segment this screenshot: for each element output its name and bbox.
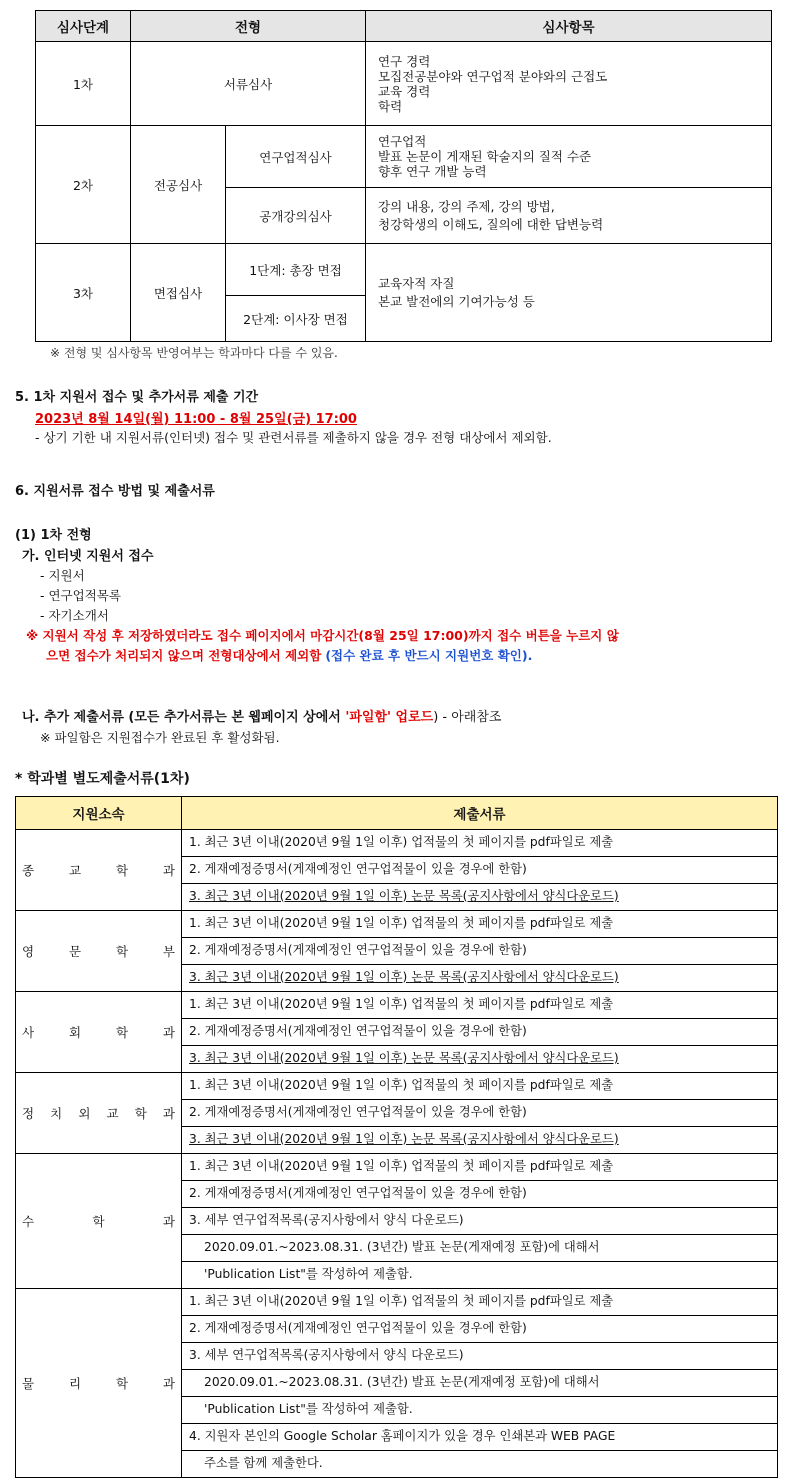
docs-physics: 1. 최근 3년 이내(2020년 9월 1일 이후) 업적물의 첫 페이지를 pdf파일로 제출 2. 게재예정증명서(게재예정인 연구업적물이 있을 경우에 한함) 3. 세부 연구업적목록(공지사항에서 양식 다운로드) 2020.09.01.~2023.08.31. (3년간) 발표 논문(게재예정 포함)에 대해서 'Publication List"를 작성하여 제출함. 4. 지원자 본인의 Google Scholar 홈페이지가 있을 경우 인쇄본과 WEB PAGE 주소를 함께 제출한다. bbox=[182, 1289, 778, 1478]
section5-date: 2023년 8월 14일(월) 11:00 - 8월 25일(금) 17:00 bbox=[35, 412, 357, 427]
stage-3: 3차 bbox=[36, 244, 131, 342]
section6-na-note: ※ 파일함은 지원접수가 완료된 후 활성화됨. bbox=[40, 730, 280, 745]
header-docs: 제출서류 bbox=[182, 797, 778, 830]
stage-1: 1차 bbox=[36, 42, 131, 126]
docs-mathematics: 1. 최근 3년 이내(2020년 9월 1일 이후) 업적물의 첫 페이지를 pdf파일로 제출 2. 게재예정증명서(게재예정인 연구업적물이 있을 경우에 한함) 3. 세부 연구업적목록(공지사항에서 양식 다운로드) 2020.09.01.~2023.08.31. (3년간) 발표 논문(게재예정 포함)에 대해서 'Publication List"를 작성하여 제출함. bbox=[182, 1154, 778, 1289]
sub-research-review: 연구업적심사 bbox=[226, 126, 366, 188]
header-type: 전형 bbox=[131, 11, 366, 42]
warning-line1: ※ 지원서 작성 후 저장하였더라도 접수 페이지에서 마감시간(8월 25일 17:00)까지 접수 버튼을 누르지 않 bbox=[26, 628, 619, 643]
header-stage: 심사단계 bbox=[36, 11, 131, 42]
items-3: 교육자적 자질 본교 발전에의 기여가능성 등 bbox=[366, 244, 772, 342]
dept-section-title: * 학과별 별도제출서류(1차) bbox=[15, 771, 190, 787]
dept-docs-table bbox=[15, 796, 778, 1478]
items-2a: 연구업적 발표 논문이 게재된 학술지의 질적 수준 향후 연구 개발 능력 bbox=[366, 126, 772, 188]
type-document-review: 서류심사 bbox=[131, 42, 366, 126]
dept-sociology: 사 회 학 과 bbox=[16, 992, 182, 1073]
stage-2: 2차 bbox=[36, 126, 131, 244]
sub-lecture-review: 공개강의심사 bbox=[226, 188, 366, 244]
docs-english: 1. 최근 3년 이내(2020년 9월 1일 이후) 업적물의 첫 페이지를 pdf파일로 제출 2. 게재예정증명서(게재예정인 연구업적물이 있을 경우에 한함) 3. 최근 3년 이내(2020년 9월 1일 이후) 논문 목록(공지사항에서 양식다운로드) bbox=[182, 911, 778, 992]
section6-na: 나. 추가 제출서류 (모든 추가서류는 본 웹페이지 상에서 '파일함' 업로드) - 아래참조 bbox=[22, 710, 502, 725]
section6-title: 6. 지원서류 접수 방법 및 제출서류 bbox=[15, 484, 215, 499]
dept-mathematics: 수 학 과 bbox=[16, 1154, 182, 1289]
doc-research-list: - 연구업적목록 bbox=[40, 588, 121, 603]
docs-political-science: 1. 최근 3년 이내(2020년 9월 1일 이후) 업적물의 첫 페이지를 pdf파일로 제출 2. 게재예정증명서(게재예정인 연구업적물이 있을 경우에 한함) 3. 최근 3년 이내(2020년 9월 1일 이후) 논문 목록(공지사항에서 양식다운로드) bbox=[182, 1073, 778, 1154]
section6-ga: 가. 인터넷 지원서 접수 bbox=[22, 549, 154, 564]
dept-religion: 종 교 학 과 bbox=[16, 830, 182, 911]
type-major-review: 전공심사 bbox=[131, 126, 226, 244]
header-dept: 지원소속 bbox=[16, 797, 182, 830]
docs-religion: 1. 최근 3년 이내(2020년 9월 1일 이후) 업적물의 첫 페이지를 pdf파일로 제출 2. 게재예정증명서(게재예정인 연구업적물이 있을 경우에 한함) 3. 최근 3년 이내(2020년 9월 1일 이후) 논문 목록(공지사항에서 양식다운로드) bbox=[182, 830, 778, 911]
review-table-note: ※ 전형 및 심사항목 반영여부는 학과마다 다를 수 있음. bbox=[50, 346, 338, 360]
warning-line2: 으면 접수가 처리되지 않으며 전형대상에서 제외함 (접수 완료 후 반드시 지원번호 확인). bbox=[46, 648, 533, 663]
items-1: 연구 경력 모집전공분야와 연구업적 분야와의 근접도 교육 경력 학력 bbox=[366, 42, 772, 126]
sub-president-interview: 1단계: 총장 면접 bbox=[226, 244, 366, 296]
header-items: 심사항목 bbox=[366, 11, 772, 42]
section5-desc: - 상기 기한 내 지원서류(인터넷) 접수 및 관련서류를 제출하지 않을 경우 전형 대상에서 제외함. bbox=[35, 430, 552, 445]
sub-chairman-interview: 2단계: 이사장 면접 bbox=[226, 296, 366, 342]
dept-political-science: 정 치 외 교 학 과 bbox=[16, 1073, 182, 1154]
dept-english: 영 문 학 부 bbox=[16, 911, 182, 992]
review-stage-table bbox=[35, 10, 772, 342]
doc-self-intro: - 자기소개서 bbox=[40, 608, 109, 623]
type-interview: 면접심사 bbox=[131, 244, 226, 342]
docs-sociology: 1. 최근 3년 이내(2020년 9월 1일 이후) 업적물의 첫 페이지를 pdf파일로 제출 2. 게재예정증명서(게재예정인 연구업적물이 있을 경우에 한함) 3. 최근 3년 이내(2020년 9월 1일 이후) 논문 목록(공지사항에서 양식다운로드) bbox=[182, 992, 778, 1073]
items-2b: 강의 내용, 강의 주제, 강의 방법, 청강학생의 이해도, 질의에 대한 답변능력 bbox=[366, 188, 772, 244]
section6-sub1: (1) 1차 전형 bbox=[15, 528, 92, 543]
doc-application: - 지원서 bbox=[40, 568, 85, 583]
section5-title: 5. 1차 지원서 접수 및 추가서류 제출 기간 bbox=[15, 390, 259, 405]
dept-physics: 물 리 학 과 bbox=[16, 1289, 182, 1478]
